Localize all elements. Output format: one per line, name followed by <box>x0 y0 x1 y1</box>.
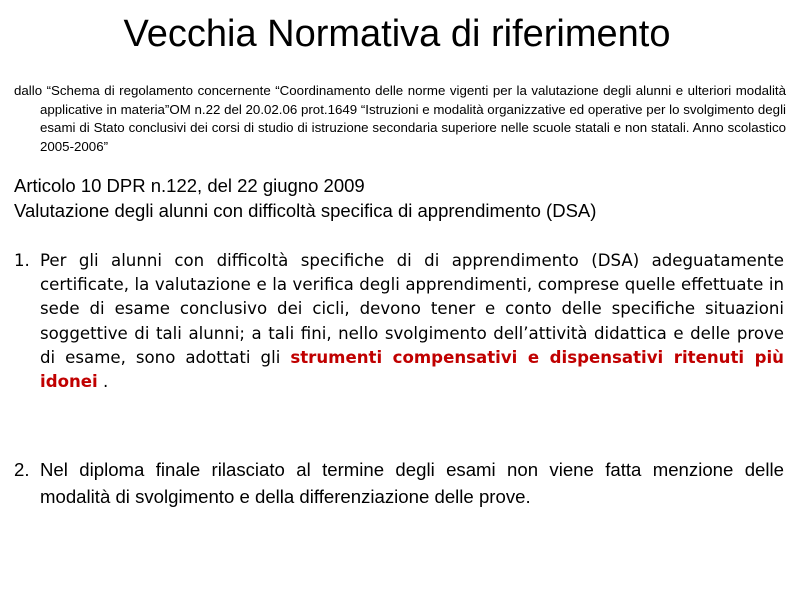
list-item-1-text: Per gli alunni con difficoltà specifiche di di apprendimento (DSA) adeguatamente certificate, la valutazione e la verifica degli apprendimenti, comprese quelle effettuate in sede di esame conclusivo dei cicli, devono tener e conto delle specifiche situazioni soggettive di tali alunni; a tali fini, nello svolgimento dell’attività didattica e delle prove di esame, sono adottati gli <box>40 251 784 367</box>
list-item-2-number: 2. <box>14 459 30 480</box>
list-item-2 <box>14 456 784 510</box>
slide-title: Vecchia Normativa di riferimento <box>123 13 671 55</box>
list-item-1-highlight: strumenti compensativi e dispensativi ritenuti più idonei <box>40 347 784 392</box>
article-line-1: Articolo 10 DPR n.122, del 22 giugno 2009 <box>14 175 365 196</box>
list-item-1 <box>14 249 784 394</box>
article-heading <box>14 173 774 223</box>
article-line-2: Valutazione degli alunni con difficoltà specifica di apprendimento (DSA) <box>14 200 597 221</box>
list-item-1-number: 1. <box>14 251 30 270</box>
list-item-1-end: . <box>103 372 109 392</box>
list-item-2-text: Nel diploma finale rilasciato al termine degli esami non viene fatta menzione delle modalità di svolgimento e della differenziazione delle prove. <box>40 459 784 507</box>
reference-paragraph: dallo “Schema di regolamento concernente “Coordinamento delle norme vigenti per la valutazione degli alunni e ulteriori modalità applicative in materia”OM n.22 del 20.02.06 prot.1649 “Istruzioni e modalità organizzative ed operative per lo svolgimento degli esami di Stato conclusivi dei corsi di studio di istruzione secondaria superiore nelle scuole statali e non statali. Anno scolastico 2005-2006” <box>14 83 786 154</box>
